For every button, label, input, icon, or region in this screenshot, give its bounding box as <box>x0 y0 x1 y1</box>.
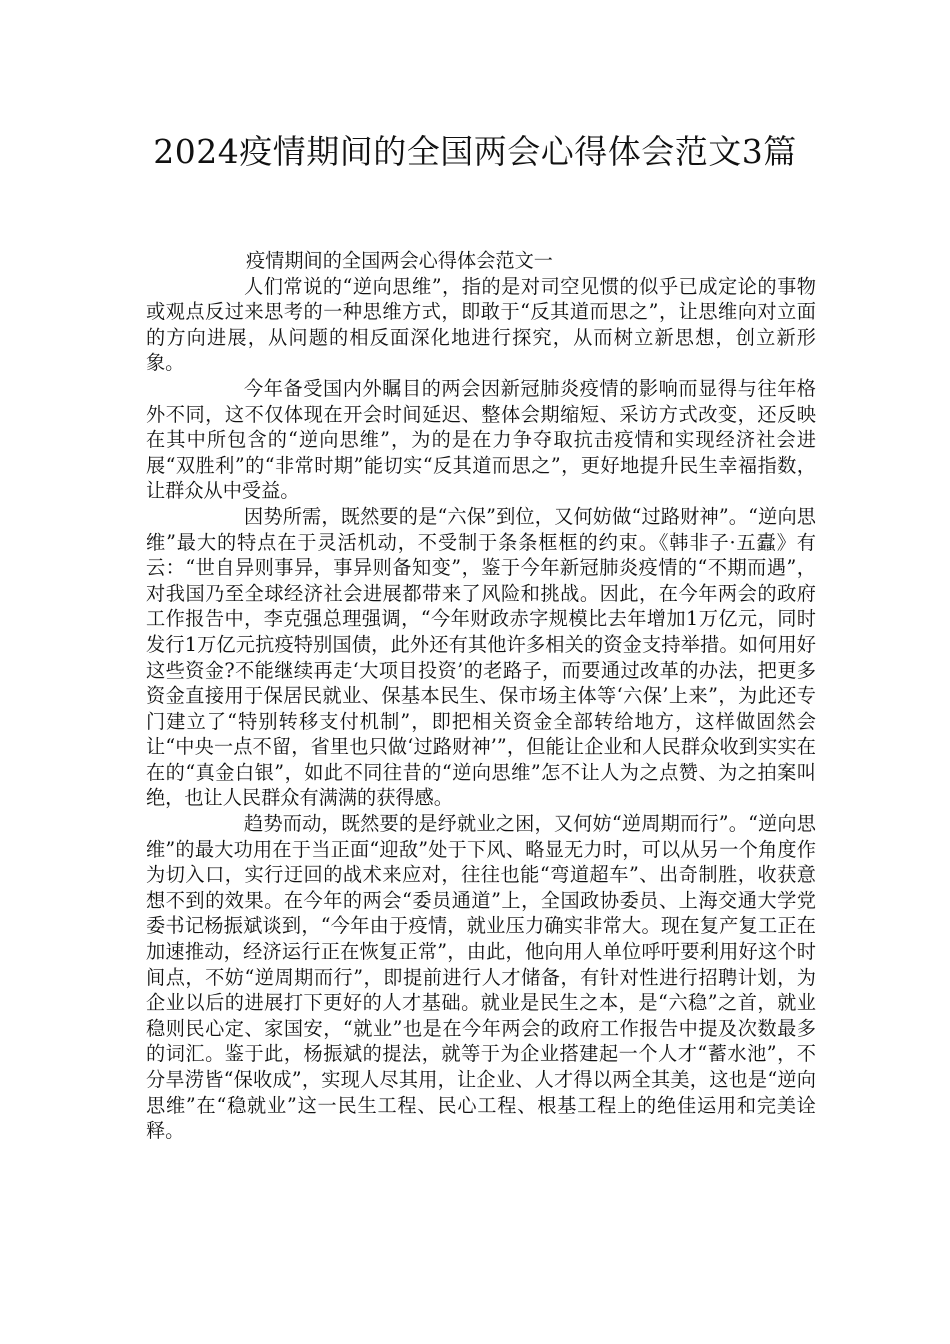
document-body <box>146 248 816 1144</box>
section-heading: 疫情期间的全国两会心得体会范文一 <box>246 249 553 272</box>
document-title: 2024疫情期间的全国两会心得体会范文3篇 <box>153 132 797 171</box>
body-paragraph: 今年备受国内外瞩目的两会因新冠肺炎疫情的影响而显得与往年格外不同，这不仅体现在开会时间延迟、整体会期缩短、采访方式改变，还反映在其中所包含的“逆向思维”，为的是在力争夺取抗击疫情和实现经济社会进展“双胜利”的“非常时期”能切实“反其道而思之”，更好地提升民生幸福指数，让群众从中受益。 <box>146 376 816 503</box>
body-paragraph: 因势所需，既然要的是“六保”到位，又何妨做“过路财神”。“逆向思维”最大的特点在于灵活机动，不受制于条条框框的约束。《韩非子·五蠹》有云：“世自异则事异，事异则备知变”，鉴于今年新冠肺炎疫情的“不期而遇”，对我国乃至全球经济社会进展都带来了风险和挑战。因此，在今年两会的政府工作报告中，李克强总理强调，“今年财政赤字规模比去年增加1万亿元，同时发行1万亿元抗疫特别国债，此外还有其他许多相关的资金支持举措。如何用好这些资金?不能继续再走‘大项目投资’的老路子，而要通过改革的办法，把更多资金直接用于保居民就业、保基本民生、保市场主体等‘六保’上来”，为此还专门建立了“特别转移支付机制”，即把相关资金全部转给地方，这样做固然会让“中央一点不留，省里也只做‘过路财神’”，但能让企业和人民群众收到实实在在的“真金白银”，如此不同往昔的“逆向思维”怎不让人为之点赞、为之拍案叫绝，也让人民群众有满满的获得感。 <box>146 504 816 810</box>
body-paragraph: 人们常说的“逆向思维”，指的是对司空见惯的似乎已成定论的事物或观点反过来思考的一种思维方式，即敢于“反其道而思之”，让思维向对立面的方向进展，从问题的相反面深化地进行探究，从而树立新思想，创立新形象。 <box>146 274 816 375</box>
body-paragraph: 趋势而动，既然要的是纾就业之困，又何妨“逆周期而行”。“逆向思维”的最大功用在于当正面“迎敌”处于下风、略显无力时，可以从另一个角度作为切入口，实行迂回的战术来应对，往往也能“弯道超车”、出奇制胜，收获意想不到的效果。在今年的两会“委员通道”上，全国政协委员、上海交通大学党委书记杨振斌谈到，“今年由于疫情，就业压力确实非常大。现在复产复工正在加速推动，经济运行正在恢复正常”，由此，他向用人单位呼吁要利用好这个时间点，不妨“逆周期而行”，即提前进行人才储备，有针对性进行招聘计划，为企业以后的进展打下更好的人才基础。就业是民生之本，是“六稳”之首，就业稳则民心定、家国安，“就业”也是在今年两会的政府工作报告中提及次数最多的词汇。鉴于此，杨振斌的提法，就等于为企业搭建起一个人才“蓄水池”，不分旱涝皆“保收成”，实现人尽其用，让企业、人才得以两全其美，这也是“逆向思维”在“稳就业”这一民生工程、民心工程、根基工程上的绝佳运用和完美诠释。 <box>146 812 816 1143</box>
